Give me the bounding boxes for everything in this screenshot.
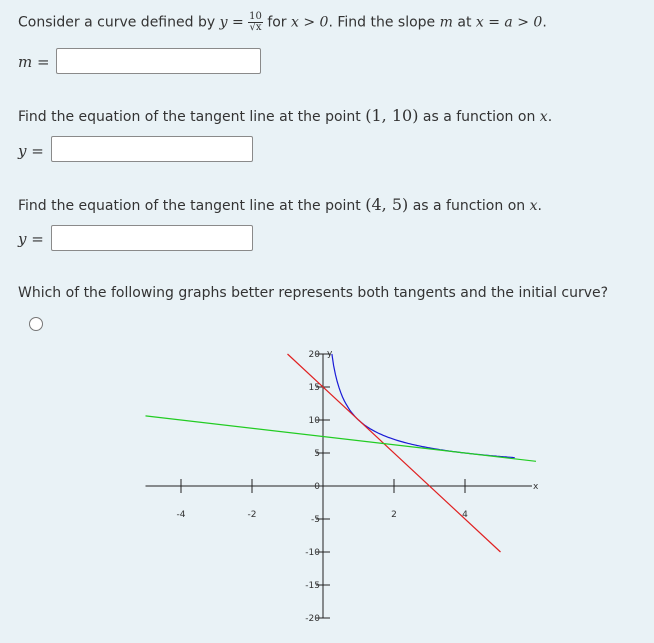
x-tick-label: 4 [462, 510, 468, 520]
fraction: $\frac{10}{√x}$ [249, 11, 262, 33]
tangent-line-2 [146, 416, 537, 461]
y1-label: y = [18, 142, 44, 160]
curve-line [332, 354, 515, 458]
y-tick-label: 15 [308, 383, 320, 393]
x-tick-label: -4 [176, 510, 186, 520]
question2-text: Find the equation of the tangent line at the point (1, 10) as a function on x. [18, 106, 553, 125]
y-tick-label: -5 [311, 515, 320, 525]
y-tick-label: 5 [314, 449, 320, 459]
x-tick-label: -2 [247, 510, 257, 520]
question3-text: Find the equation of the tangent line at the point (4, 5) as a function on x. [18, 195, 542, 214]
x-tick-label: 2 [391, 510, 397, 520]
x-axis-label: x [533, 482, 539, 492]
graph-option-radio[interactable] [29, 317, 43, 331]
question1-text: Consider a curve defined by y = $\frac{10}{√x}$ for x > 0. Find the slope m at x = a > 0. [18, 11, 547, 33]
y-axis-label: y [327, 349, 333, 359]
y-tick-label: 20 [308, 350, 320, 360]
tangent2-answer-input[interactable] [51, 225, 253, 251]
y-tick-label: -20 [305, 614, 320, 624]
y-tick-label: -10 [305, 548, 320, 558]
y-tick-label: -15 [305, 581, 320, 591]
tangent1-answer-input[interactable] [51, 136, 253, 162]
y-tick-label: 10 [308, 416, 320, 426]
m-answer-input[interactable] [56, 48, 261, 74]
question4-text: Which of the following graphs better represents both tangents and the initial curve? [18, 285, 609, 301]
m-label: m = [18, 53, 50, 71]
y2-label: y = [18, 230, 44, 248]
tangent-line-1 [288, 354, 501, 552]
y-tick-label: 0 [314, 482, 320, 492]
